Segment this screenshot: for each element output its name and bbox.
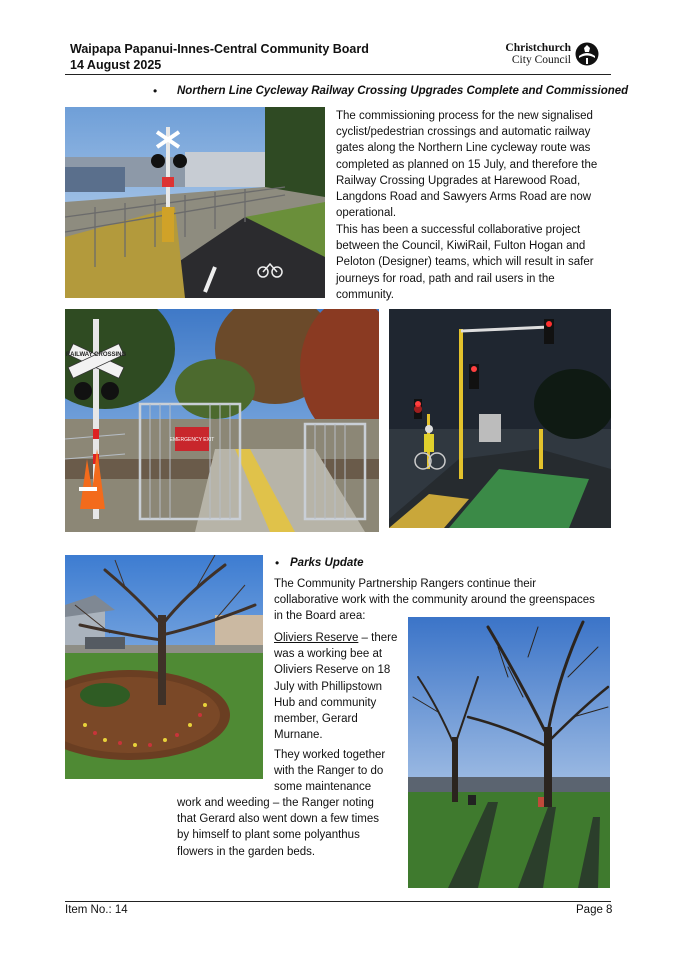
text-line: completed as planned on 15 July, and therefore the: [336, 158, 598, 171]
photo-railway-gate: [65, 309, 379, 532]
text-line: Murnane.: [274, 729, 323, 742]
text-line: Railway Crossing Upgrades at Harewood Road,: [336, 174, 581, 187]
section-heading-cycleway: Northern Line Cycleway Railway Crossing Upgrades Complete and Commissioned: [177, 85, 629, 97]
photo-cycleway-crossing: [65, 107, 325, 298]
text-line: The Community Partnership Rangers continue their: [274, 578, 537, 590]
page-number: Page 8: [576, 904, 613, 916]
text-line: They worked together: [274, 749, 386, 761]
photo-garden-tree: [65, 555, 263, 779]
text-line: [274, 630, 402, 646]
text-line: cyclist/pedestrian crossings and automatic railway: [336, 126, 591, 139]
council-emblem-icon: [575, 42, 599, 66]
logo-subtitle: City Council: [511, 54, 571, 66]
reserve-name: Oliviers Reserve: [274, 632, 359, 644]
bullet-marker: •: [153, 84, 158, 98]
text-line: operational.: [336, 207, 397, 220]
text-line: collaborative work with the community around the greenspaces: [274, 594, 595, 607]
footer-divider: [65, 901, 611, 902]
board-title: Waipapa Papanui-Innes-Central Community Board: [70, 42, 369, 56]
meeting-date: 14 August 2025: [70, 58, 162, 72]
paragraph-oliviers-reserve: [274, 630, 402, 743]
header-divider: [65, 74, 611, 75]
paragraph-collaboration: [336, 222, 612, 303]
text-line: between the Council, KiwiRail, Fulton Hogan and: [336, 240, 586, 253]
paragraph-commissioning: [336, 108, 612, 221]
text-line: that Gerard also went down a few times: [177, 813, 379, 826]
text-line: was a working bee at: [274, 648, 383, 661]
text-line: gates along the Northern Line cycleway route was: [336, 142, 591, 155]
text-line: by himself to plant some polyanthus: [177, 829, 360, 842]
text-line: flowers in the garden beds.: [177, 845, 316, 858]
section-heading-parks: Parks Update: [290, 557, 364, 569]
text-line: Oliviers Reserve on 18: [274, 664, 391, 677]
text-line: Peloton (Designer) teams, which will result in safer: [336, 256, 594, 269]
photo-night-crossing: [389, 309, 611, 528]
text-line: in the Board area:: [274, 610, 366, 623]
text-line: July with Phillipstown: [274, 680, 383, 693]
text-line: some maintenance: [274, 781, 372, 794]
text-line: member, Gerard: [274, 713, 358, 726]
council-logo: [497, 42, 601, 66]
text-line: journeys for road, path and rail users in the: [336, 272, 555, 285]
paragraph-maintenance-end: [177, 795, 405, 860]
text-line: Hub and community: [274, 696, 377, 709]
text-line: The commissioning process for the new signalised: [336, 110, 593, 122]
text-line: Langdons Road and Sawyers Arms Road are now: [336, 191, 592, 204]
text-line: work and weeding – the Ranger noting: [177, 797, 374, 809]
text-line: with the Ranger to do: [274, 765, 384, 778]
text-line: This has been a successful collaborative project: [336, 224, 581, 236]
bullet-marker: •: [275, 556, 280, 570]
logo-name: Christchurch: [505, 42, 571, 54]
crossing-sign-label: RAILWAY CROSSING: [65, 352, 127, 358]
gate-sign-label: EMERGENCY EXIT: [169, 437, 215, 443]
paragraph-maintenance-start: [274, 747, 402, 796]
text-line: community.: [336, 288, 394, 301]
reserve-text: – there: [358, 632, 398, 644]
item-number: Item No.: 14: [65, 904, 128, 916]
photo-reserve-trees: [408, 617, 610, 888]
